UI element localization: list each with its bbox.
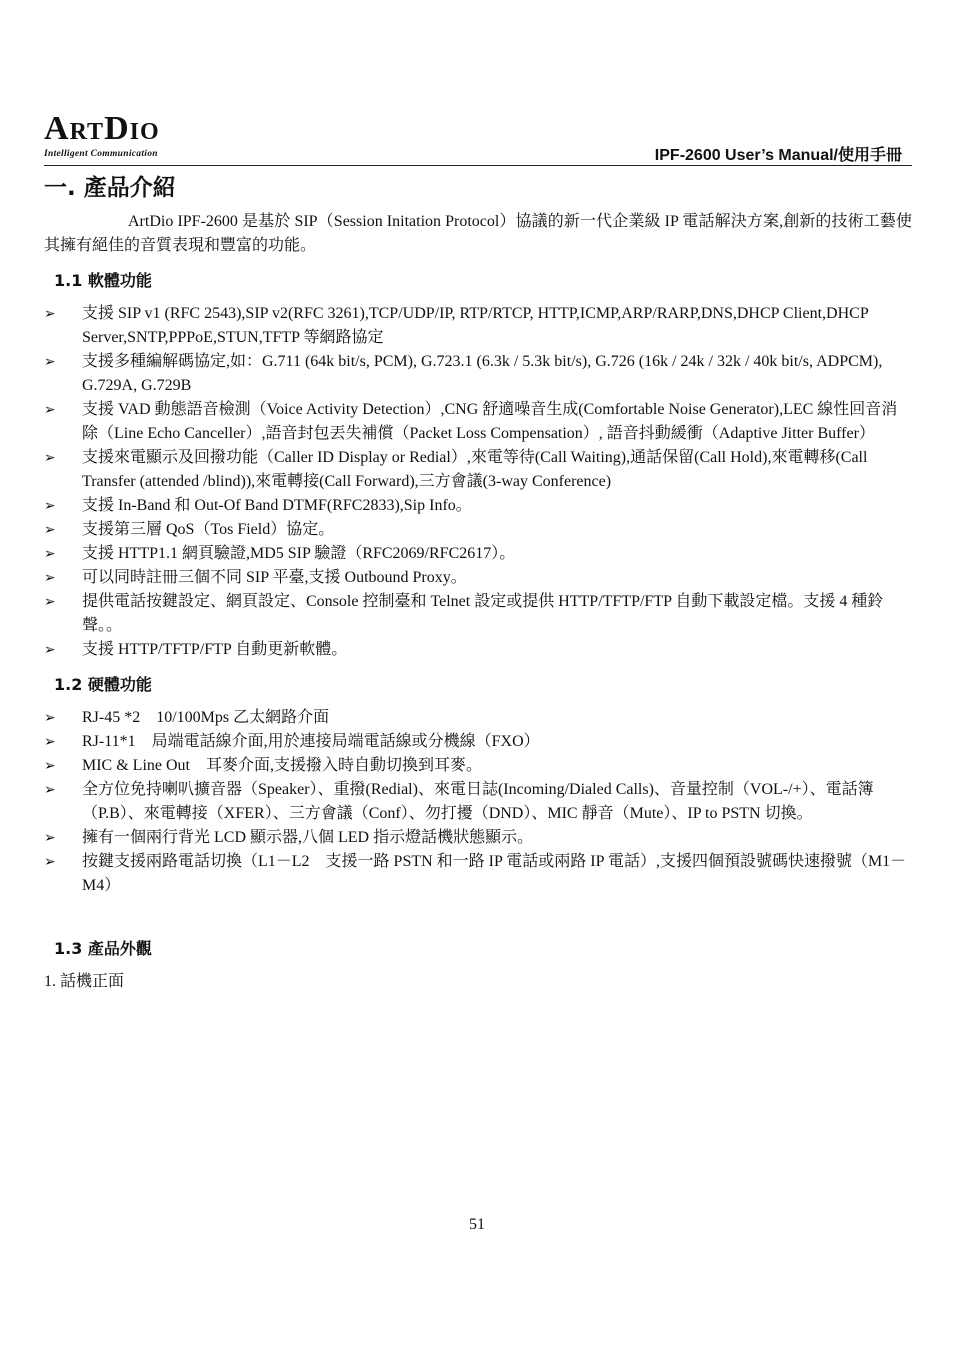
software-features-heading: 1.1 軟體功能 <box>54 271 152 290</box>
appearance-heading: 1.3 產品外觀 <box>54 939 152 958</box>
list-item: ➢ MIC & Line Out 耳麥介面,支援撥入時自動切換到耳麥。 <box>44 754 912 778</box>
list-item: ➢ 支援 VAD 動態語音檢測（Voice Activity Detection）,CNG 舒適噪音生成(Comfortable Noise Generator),LEC 線性回音消除（Line Echo Canceller）,語音封包丟失補償（Packet Loss Compensation）, 語音抖動緩衝（Adaptive Jitter Buffer） <box>44 398 912 446</box>
list-item: ➢ 可以同時註冊三個不同 SIP 平臺,支援 Outbound Proxy。 <box>44 566 912 590</box>
list-item: ➢ 提供電話按鍵設定、網頁設定、Console 控制臺和 Telnet 設定或提供 HTTP/TFTP/FTP 自動下載設定檔。支援 4 種鈴聲。。 <box>44 590 912 638</box>
page-number: 51 <box>469 1216 485 1233</box>
bullet-arrow-icon: ➢ <box>44 570 56 586</box>
hardware-features-heading: 1.2 硬體功能 <box>54 675 152 694</box>
list-item: ➢ RJ-11*1 局端電話線介面,用於連接局端電話線或分機線（FXO） <box>44 730 912 754</box>
bullet-arrow-icon: ➢ <box>44 782 56 798</box>
bullet-arrow-icon: ➢ <box>44 642 56 658</box>
list-item: ➢ 擁有一個兩行背光 LCD 顯示器,八個 LED 指示燈話機狀態顯示。 <box>44 826 912 850</box>
section-title: 一. 產品介紹 <box>44 175 176 201</box>
phone-front-item: 1. 話機正面 <box>44 973 125 990</box>
bullet-arrow-icon: ➢ <box>44 734 56 750</box>
list-item: ➢ 支援 HTTP1.1 網頁驗證,MD5 SIP 驗證（RFC2069/RFC2617）。 <box>44 542 912 566</box>
bullet-arrow-icon: ➢ <box>44 306 56 322</box>
list-item: ➢ 按鍵支援兩路電話切換（L1－L2 支援一路 PSTN 和一路 IP 電話或兩路 IP 電話）,支援四個預設號碼快速撥號（M1－M4） <box>44 850 912 898</box>
list-item: ➢ 支援 SIP v1 (RFC 2543),SIP v2(RFC 3261),TCP/UDP/IP, RTP/RTCP, HTTP,ICMP,ARP/RARP,DNS,DHCP Client,DHCP Server,SNTP,PPPoE,STUN,TFTP 等網路協定 <box>44 302 912 350</box>
list-item: ➢ 支援來電顯示及回撥功能（Caller ID Display or Redial）,來電等待(Call Waiting),通話保留(Call Hold),來電轉移(Call Transfer (attended /blind)),來電轉接(Call Forward),三方會議(3-way Conference) <box>44 446 912 494</box>
software-features-list <box>44 302 912 662</box>
bullet-arrow-icon: ➢ <box>44 546 56 562</box>
list-item: ➢ RJ-45 *2 10/100Mps 乙太網路介面 <box>44 706 912 730</box>
logo-tagline: Intelligent Communication <box>44 149 158 159</box>
bullet-arrow-icon: ➢ <box>44 522 56 538</box>
bullet-arrow-icon: ➢ <box>44 498 56 514</box>
intro-paragraph: ArtDio IPF-2600 是基於 SIP（Session Initation Protocol）協議的新一代企業級 IP 電話解決方案,創新的技術工藝使其擁有絕佳的音質表現和豐富的功能。 <box>44 213 912 254</box>
list-item: ➢ 支援第三層 QoS（Tos Field）協定。 <box>44 518 912 542</box>
list-item: ➢ 支援 In-Band 和 Out-Of Band DTMF(RFC2833),Sip Info。 <box>44 494 912 518</box>
header-divider <box>44 165 912 166</box>
artdio-logo <box>44 112 160 159</box>
list-item: ➢ 支援多種編解碼協定,如：G.711 (64k bit/s, PCM), G.723.1 (6.3k / 5.3k bit/s), G.726 (16k / 24k / 32k / 40k bit/s, ADPCM), G.729A, G.729B <box>44 350 912 398</box>
bullet-arrow-icon: ➢ <box>44 402 56 418</box>
manual-title: IPF-2600 User’s Manual/使用手冊 <box>654 147 902 164</box>
bullet-arrow-icon: ➢ <box>44 710 56 726</box>
page-content <box>44 172 912 994</box>
bullet-arrow-icon: ➢ <box>44 830 56 846</box>
list-item: ➢ 支援 HTTP/TFTP/FTP 自動更新軟體。 <box>44 638 912 662</box>
bullet-arrow-icon: ➢ <box>44 758 56 774</box>
bullet-arrow-icon: ➢ <box>44 354 56 370</box>
list-item: ➢ 全方位免持喇叭擴音器（Speaker）、重撥(Redial)、來電日誌(Incoming/Dialed Calls)、音量控制（VOL-/+）、電話簿（P.B）、來電轉接（XFER）、三方會議（Conf）、勿打擾（DND）、MIC 靜音（Mute）、IP to PSTN 切換。 <box>44 778 912 826</box>
bullet-arrow-icon: ➢ <box>44 450 56 466</box>
logo-wordmark: ARTDIO <box>44 110 160 147</box>
hardware-features-list <box>44 706 912 898</box>
bullet-arrow-icon: ➢ <box>44 594 56 610</box>
bullet-arrow-icon: ➢ <box>44 854 56 870</box>
